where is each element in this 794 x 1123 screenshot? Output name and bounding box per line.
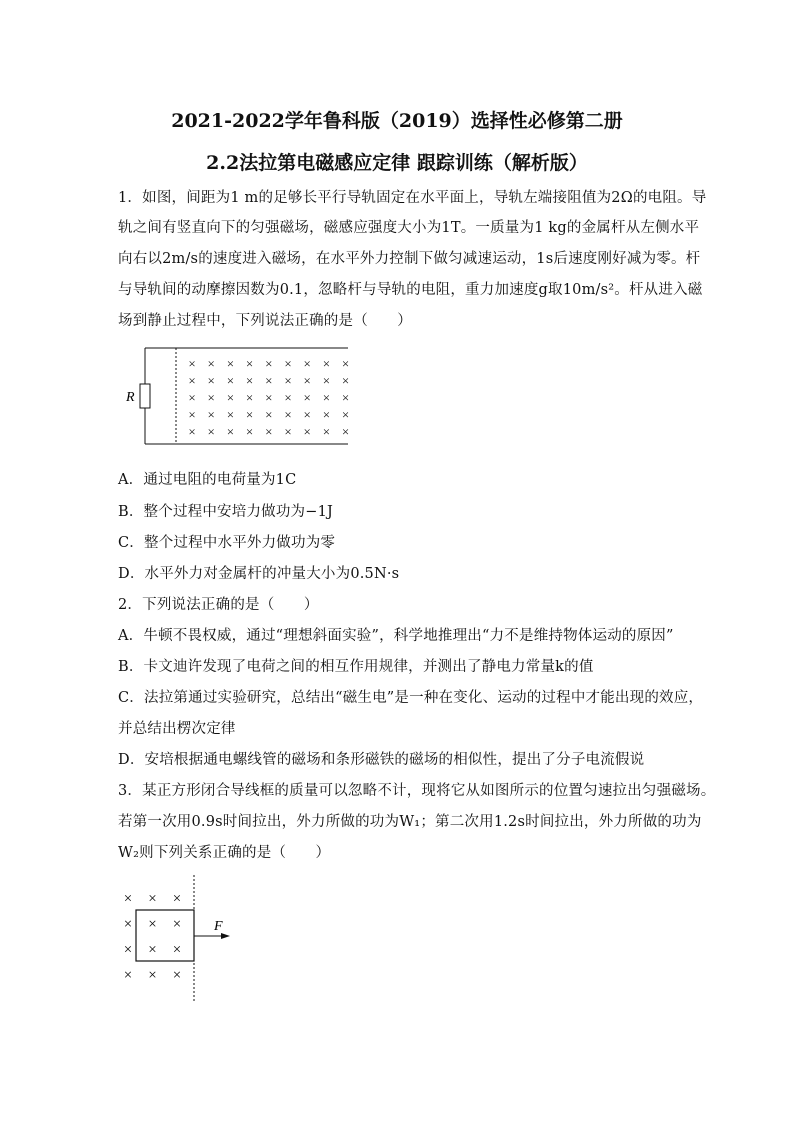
field-x-mark: × — [245, 390, 254, 405]
field-x-mark: × — [207, 373, 215, 388]
field-x-mark: × — [188, 407, 196, 422]
field-x-mark: × — [322, 424, 331, 439]
field-x-mark: × — [245, 424, 254, 439]
field-x-mark: × — [172, 942, 182, 958]
force-label: F — [214, 919, 223, 934]
q2-option-c-cont: 并总结出楞次定律 — [118, 721, 236, 737]
field-x-mark: × — [341, 356, 350, 371]
field-x-mark: × — [123, 942, 133, 958]
magnetic-field-marks — [188, 356, 349, 439]
field-x-mark: × — [188, 424, 196, 439]
field-x-mark: × — [265, 407, 273, 422]
square-loop — [136, 910, 194, 961]
field-x-mark: × — [322, 390, 331, 405]
field-x-mark: × — [341, 390, 350, 405]
q3-stem-line: W₂则下列关系正确的是（ ） — [118, 845, 331, 861]
field-x-mark: × — [207, 424, 215, 439]
field-x-mark: × — [341, 373, 350, 388]
field-x-mark: × — [322, 373, 331, 388]
field-x-mark: × — [341, 407, 350, 422]
q2-option-a[interactable]: A．牛顿不畏权威，通过“理想斜面实验”，科学地推理出“力不是维持物体运动的原因” — [118, 628, 674, 644]
field-x-mark: × — [303, 373, 311, 388]
field-x-mark: × — [148, 942, 157, 958]
q1-stem-line: 1．如图，间距为1 m的足够长平行导轨固定在水平面上，导轨左端接阻值为2Ω的电阻。导 — [118, 190, 707, 206]
q1-option-d[interactable]: D．水平外力对金属杆的冲量大小为0.5N·s — [118, 566, 400, 582]
field-x-mark: × — [226, 424, 235, 439]
field-x-mark: × — [207, 407, 215, 422]
field-x-mark: × — [265, 373, 273, 388]
field-x-mark: × — [303, 407, 311, 422]
field-x-mark: × — [265, 424, 273, 439]
field-x-mark: × — [123, 891, 133, 907]
field-x-mark: × — [188, 373, 196, 388]
field-x-mark: × — [245, 373, 254, 388]
q3-figure-square-loop — [112, 872, 252, 1007]
q1-option-c[interactable]: C．整个过程中水平外力做功为零 — [118, 535, 336, 551]
field-x-mark: × — [172, 967, 182, 984]
field-x-mark: × — [148, 891, 157, 907]
field-x-mark: × — [148, 916, 157, 933]
q1-figure-rail-circuit — [115, 340, 360, 455]
field-x-mark: × — [284, 424, 292, 439]
q1-option-a[interactable]: A．通过电阻的电荷量为1C — [118, 472, 297, 488]
field-x-mark: × — [303, 356, 311, 371]
field-x-mark: × — [284, 356, 292, 371]
q2-option-d[interactable]: D．安培根据通电螺线管的磁场和条形磁铁的磁场的相似性，提出了分子电流假说 — [118, 752, 645, 768]
field-x-mark: × — [123, 916, 133, 933]
field-x-mark: × — [226, 373, 235, 388]
q1-stem-line: 场到静止过程中，下列说法正确的是（ ） — [118, 313, 412, 329]
field-x-mark: × — [226, 390, 235, 405]
q2-option-c[interactable]: C．法拉第通过实验研究，总结出“磁生电”是一种在变化、运动的过程中才能出现的效应， — [118, 690, 704, 706]
field-x-mark: × — [284, 407, 292, 422]
q3-stem-line: 若第一次用0.9s时间拉出，外力所做的功为W₁；第二次用1.2s时间拉出，外力所做的功为 — [118, 814, 702, 830]
resistor-label: R — [126, 390, 135, 405]
field-x-mark: × — [188, 390, 196, 405]
q3-stem-line: 3．某正方形闭合导线框的质量可以忽略不计，现将它从如图所示的位置匀速拉出匀强磁场。 — [118, 783, 716, 799]
magnetic-field-marks — [124, 891, 181, 984]
q1-stem-line: 与导轨间的动摩擦因数为0.1，忽略杆与导轨的电阻，重力加速度g取10m/s²。杆从进入磁 — [118, 282, 703, 298]
field-x-mark: × — [148, 967, 157, 984]
field-x-mark: × — [322, 356, 331, 371]
field-x-mark: × — [284, 390, 292, 405]
q1-option-b[interactable]: B．整个过程中安培力做功为−1J — [118, 504, 334, 520]
field-x-mark: × — [265, 356, 273, 371]
field-x-mark: × — [226, 407, 235, 422]
q1-stem-line: 向右以2m/s的速度进入磁场，在水平外力控制下做匀减速运动，1s后速度刚好减为零。杆 — [118, 251, 701, 267]
field-x-mark: × — [303, 390, 311, 405]
field-x-mark: × — [245, 356, 254, 371]
field-x-mark: × — [341, 424, 350, 439]
q2-option-b[interactable]: B．卡文迪许发现了电荷之间的相互作用规律，并测出了静电力常量k的值 — [118, 659, 594, 675]
field-x-mark: × — [245, 407, 254, 422]
document-title: 2021-2022学年鲁科版（2019）选择性必修第二册 — [171, 110, 623, 132]
field-x-mark: × — [265, 390, 273, 405]
field-x-mark: × — [172, 891, 182, 907]
field-x-mark: × — [207, 356, 215, 371]
field-x-mark: × — [123, 967, 133, 984]
field-x-mark: × — [172, 916, 182, 933]
document-subtitle: 2.2法拉第电磁感应定律 跟踪训练（解析版） — [206, 152, 588, 174]
q1-stem-line: 轨之间有竖直向下的匀强磁场，磁感应强度大小为1T。一质量为1 kg的金属杆从左侧水平 — [118, 220, 700, 236]
q2-stem: 2．下列说法正确的是（ ） — [118, 597, 319, 613]
resistor-symbol — [140, 384, 150, 408]
field-x-mark: × — [226, 356, 235, 371]
field-x-mark: × — [322, 407, 331, 422]
field-x-mark: × — [188, 356, 196, 371]
field-x-mark: × — [284, 373, 292, 388]
field-x-mark: × — [303, 424, 311, 439]
field-x-mark: × — [207, 390, 215, 405]
